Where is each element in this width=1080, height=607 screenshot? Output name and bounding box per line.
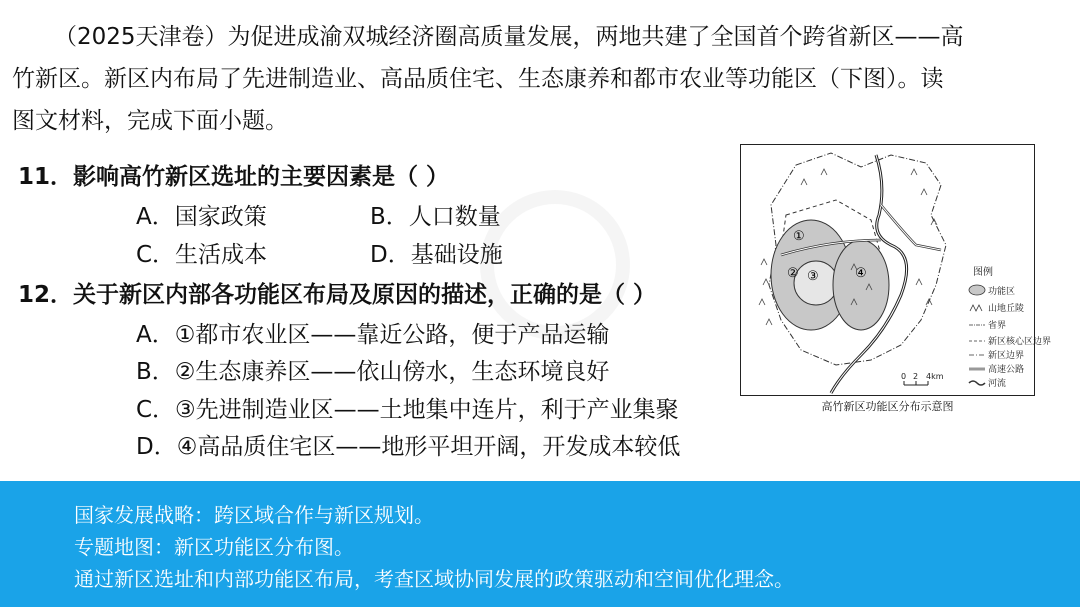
legend-title: 图例 xyxy=(973,267,993,278)
function-zone-4 xyxy=(833,240,889,330)
map-legend xyxy=(969,265,1051,389)
legend-symbol-zone xyxy=(969,285,985,295)
legend-item-mountain: 山地丘陵 xyxy=(988,304,1025,314)
intro-paragraph xyxy=(12,16,1052,142)
legend-symbol-river xyxy=(969,381,985,385)
legend-item-zone: 功能区 xyxy=(988,287,1016,297)
q11-option-a[interactable]: A．国家政策 xyxy=(136,204,267,230)
legend-item-core: 新区核心区边界 xyxy=(988,337,1052,347)
scale-label-0: 0 xyxy=(901,372,907,381)
function-zone-map xyxy=(740,144,1052,396)
banner-line-3: 通过新区选址和内部功能区布局，考查区域协同发展的政策驱动和空间优化理念。 xyxy=(74,567,794,591)
intro-line-2: 竹新区。新区内布局了先进制造业、高品质住宅、生态康养和都市农业等功能区（下图）。读 xyxy=(12,66,944,92)
intro-line-1: （2025天津卷）为促进成渝双城经济圈高质量发展，两地共建了全国首个跨省新区——高 xyxy=(54,24,964,50)
summary-banner xyxy=(0,481,1080,607)
zone-label-1: ① xyxy=(793,229,805,244)
legend-symbol-mountain xyxy=(970,305,982,311)
scale-label-2: 2 xyxy=(913,372,919,381)
scale-bar xyxy=(901,372,944,385)
scale-label-4km: 4km xyxy=(926,372,944,381)
intro-line-3: 图文材料，完成下面小题。 xyxy=(12,108,288,134)
legend-item-boundary: 新区边界 xyxy=(988,351,1025,361)
map-caption: 高竹新区功能区分布示意图 xyxy=(821,400,954,413)
zone-label-2: ② xyxy=(787,266,799,281)
zone-label-4: ④ xyxy=(855,266,867,281)
zone-label-3: ③ xyxy=(807,269,819,284)
q12-option-d[interactable]: D．④高品质住宅区——地形平坦开阔，开发成本较低 xyxy=(136,434,681,460)
q12-option-b[interactable]: B．②生态康养区——依山傍水，生态环境良好 xyxy=(136,359,610,385)
legend-item-highway: 高速公路 xyxy=(988,365,1025,375)
q11-option-b[interactable]: B．人口数量 xyxy=(370,204,501,230)
q12-option-c[interactable]: C．③先进制造业区——土地集中连片，利于产业集聚 xyxy=(136,397,679,423)
question-12-title: 12．关于新区内部各功能区布局及原因的描述，正确的是（ ） xyxy=(18,282,657,308)
legend-item-province: 省界 xyxy=(988,321,1007,331)
q12-option-a[interactable]: A．①都市农业区——靠近公路，便于产品运输 xyxy=(136,322,610,348)
question-11-title: 11．影响高竹新区选址的主要因素是（ ） xyxy=(18,164,450,190)
q11-option-d[interactable]: D．基础设施 xyxy=(370,242,503,268)
banner-line-1: 国家发展战略：跨区域合作与新区规划。 xyxy=(74,503,434,527)
legend-item-river: 河流 xyxy=(988,379,1007,389)
map-drawing xyxy=(741,145,1052,394)
q11-option-c[interactable]: C．生活成本 xyxy=(136,242,268,268)
banner-line-2: 专题地图：新区功能区分布图。 xyxy=(74,535,354,559)
